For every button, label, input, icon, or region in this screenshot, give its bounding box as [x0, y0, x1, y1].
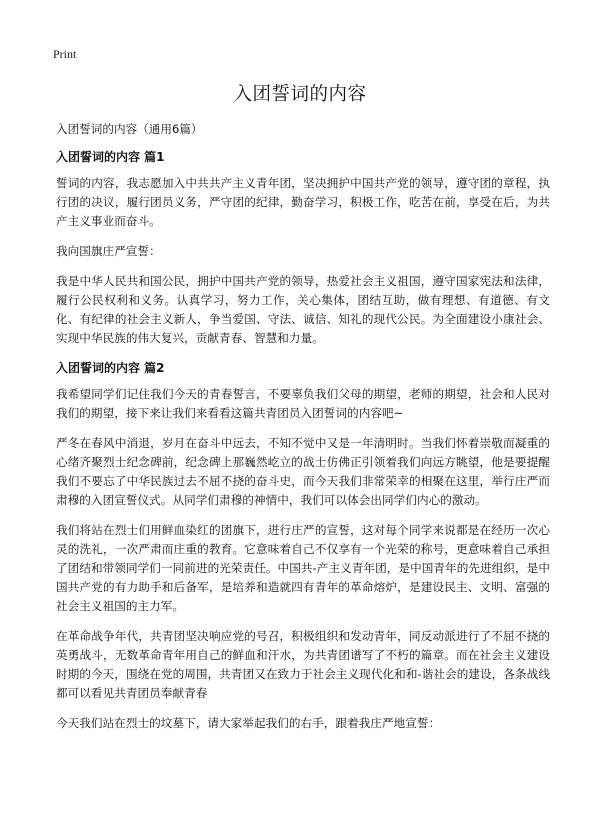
- document-subtitle: 入团誓词的内容（通用6篇）: [56, 122, 203, 136]
- paragraph: 我向国旗庄严宣誓：: [56, 244, 161, 258]
- paragraph: 我是中华人民共和国公民，拥护中国共产党的领导，热爱社会主义祖国，遵守国家宪法和法律，履行公民权利和义务。认真学习，努力工作，关心集体，团结互助，做有理想、有道德、有文化、有纪律的社会主义新人，争当爱国、守法、诚信、知礼的现代公民。为全面建设小康社会、实现中华民族的伟大复兴，贡献青春、智慧和力量。: [56, 274, 550, 345]
- section-heading-2: 入团誓词的内容 篇2: [56, 361, 165, 375]
- paragraph: 我们将站在烈士们用鲜血染红的团旗下，进行庄严的宣誓，这对每个同学来说都是在经历一次心灵的洗礼，一次严肃而庄重的教育。它意味着自己不仅享有一个光荣的称号，更意味着自己承担了团结和带领同学们一同前进的光荣责任。中国共-产主义青年团，是中国青年的先进组织，是中国共产党的有力助手和后备军，是培养和造就四有青年的革命熔炉，是建设民主、文明、富强的社会主义祖国的主力军。: [56, 523, 550, 613]
- paragraph: 严冬在春风中消退，岁月在奋斗中远去，不知不觉中又是一年清明时。当我们怀着崇敬而凝重的心绪齐聚烈士纪念碑前，纪念碑上那巍然屹立的战士仿佛正引领着我们向远方眺望，他是要提醒我们不要忘了中华民族过去不屈不挠的奋斗史，而今天我们非常荣幸的相聚在这里，举行庄严而肃穆的入团宣誓仪式。从同学们肃穆的神情中，我们可以体会出同学们内心的激动。: [56, 436, 550, 507]
- page-title: 入团誓词的内容: [233, 84, 367, 105]
- document-body: [56, 120, 550, 744]
- print-link[interactable]: Print: [53, 47, 77, 61]
- paragraph: 誓词的内容，我志愿加入中共共产主义青年团，坚决拥护中国共产党的领导，遵守团的章程，执行团的决议，履行团员义务，严守团的纪律，勤奋学习，积极工作，吃苦在前，享受在后，为共产主义事业而奋斗。: [56, 176, 550, 228]
- paragraph: 在革命战争年代，共青团坚决响应党的号召，积极组织和发动青年，同反动派进行了不屈不挠的英勇战斗，无数革命青年用自己的鲜血和汗水，为共青团谱写了不朽的篇章。而在社会主义建设时期的今天，围绕在党的周围，共青团又在致力于社会主义现代化和和-谐社会的建设，各条战线都可以看见共青团员奉献青春: [56, 629, 550, 700]
- section-heading-1: 入团誓词的内容 篇1: [56, 150, 165, 164]
- paragraph: 今天我们站在烈士的坟墓下，请大家举起我们的右手，跟着我庄严地宣誓：: [56, 716, 441, 730]
- paragraph: 我希望同学们记住我们今天的青春誓言，不要辜负我们父母的期望，老师的期望，社会和人民对我们的期望，接下来让我们来看看这篇共青团员入团誓词的内容吧~: [56, 387, 550, 420]
